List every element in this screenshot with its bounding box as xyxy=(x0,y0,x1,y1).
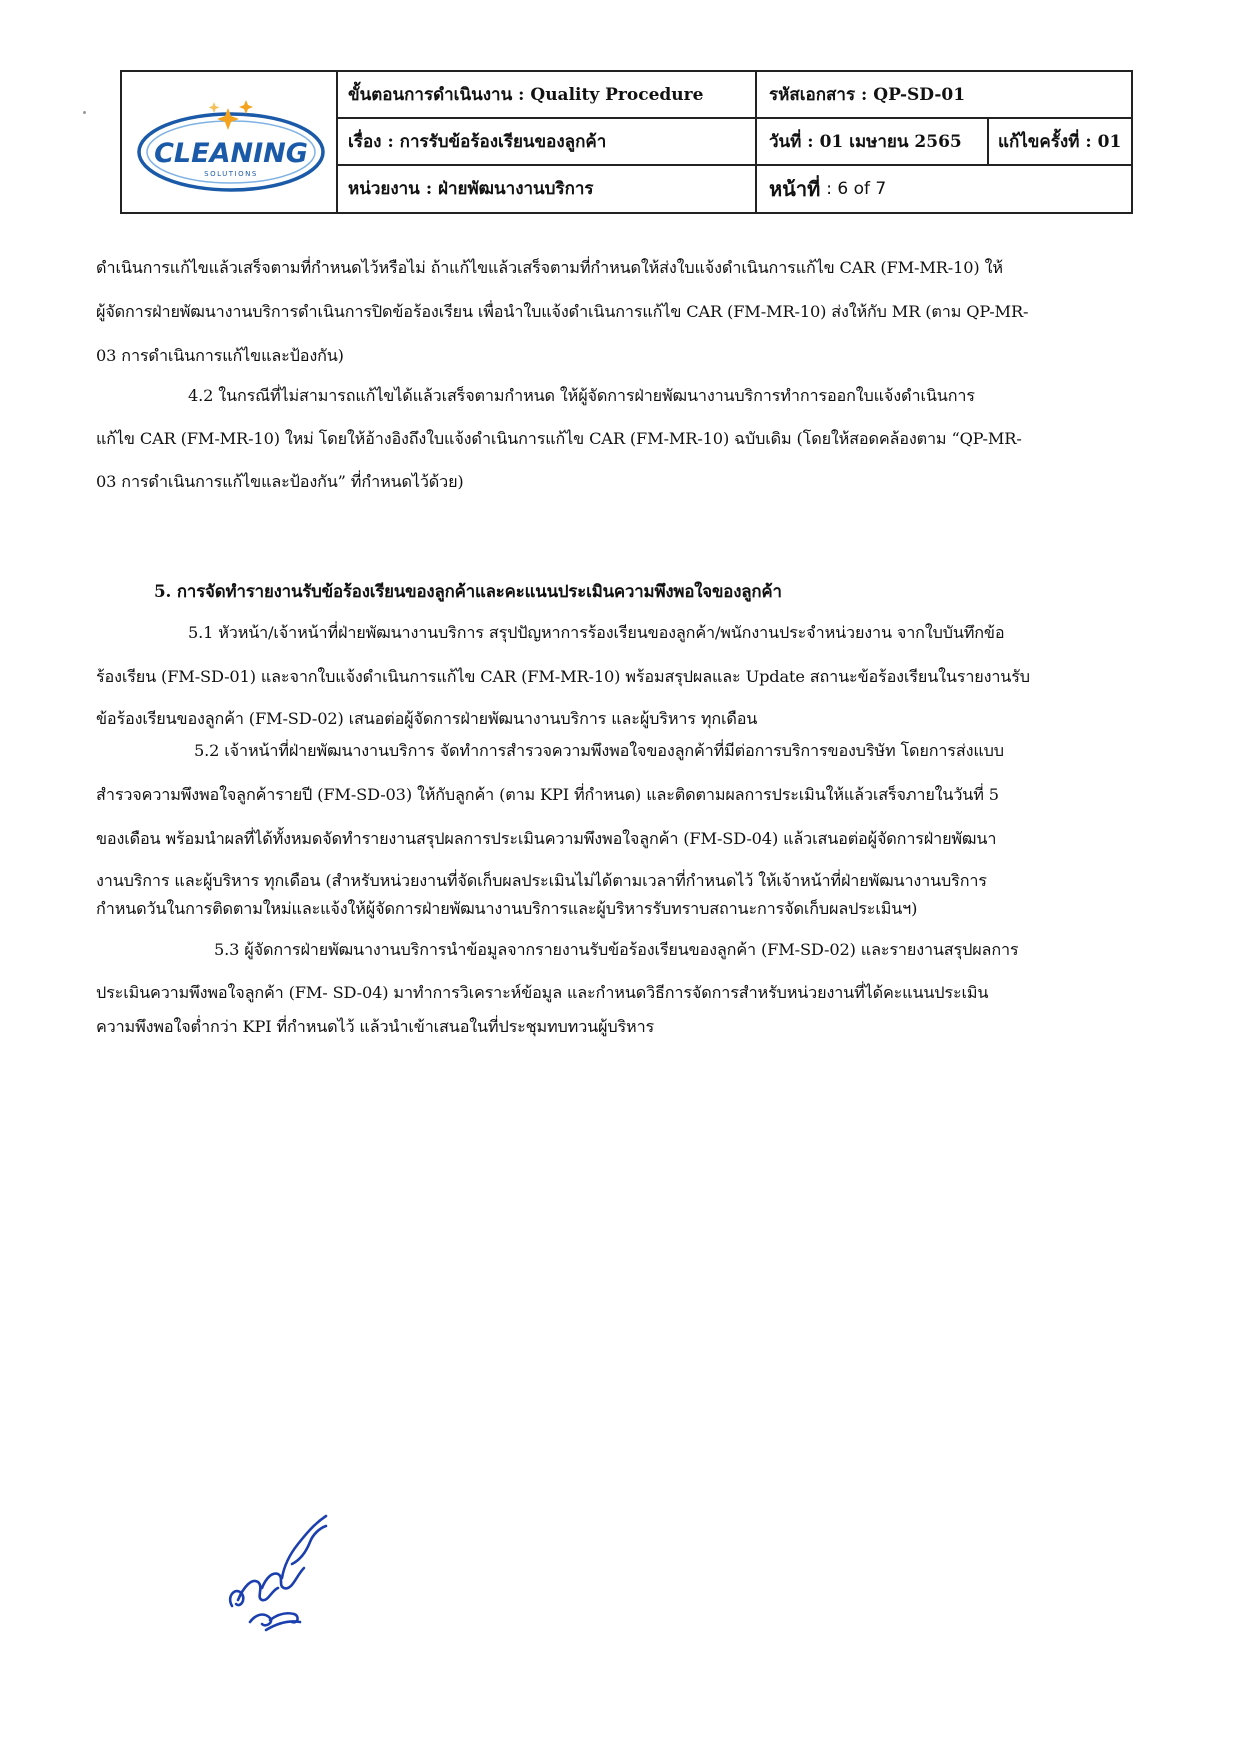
paragraph-line: 03 การดำเนินการแก้ไขและป้องกัน” ที่กำหนดไว้ด้วย) xyxy=(96,472,464,491)
doc-code-cell: รหัสเอกสาร : QP-SD-01 xyxy=(769,84,966,105)
signature-icon xyxy=(222,1488,352,1638)
paragraph-line: ดำเนินการแก้ไขแล้วเสร็จตามที่กำหนดไว้หรือไม่ ถ้าแก้ไขแล้วเสร็จตามที่กำหนดให้ส่งใบแจ้งดำเนินการแก้ไข CAR (FM-MR-10) ให้ xyxy=(96,258,1003,277)
svg-text:SOLUTIONS: SOLUTIONS xyxy=(204,170,258,178)
paragraph-line: ประเมินความพึงพอใจลูกค้า (FM- SD-04) มาทำการวิเคราะห์ข้อมูล และกำหนดวิธีการจัดการสำหรับหน่วยงานที่ได้คะแนนประเมิน xyxy=(96,983,989,1002)
paragraph-line: งานบริการ และผู้บริหาร ทุกเดือน (สำหรับหน่วยงานที่จัดเก็บผลประเมินไม่ได้ตามเวลาที่กำหนดไว้ ให้เจ้าหน้าที่ฝ่ายพัฒนางานบริการ xyxy=(96,871,987,890)
paragraph-line: 5.3 ผู้จัดการฝ่ายพัฒนางานบริการนำข้อมูลจากรายงานรับข้อร้องเรียนของลูกค้า (FM-SD-02) และรายงานสรุปผลการ xyxy=(214,940,1019,959)
paragraph-line: กำหนดวันในการติดตามใหม่และแจ้งให้ผู้จัดการฝ่ายพัฒนางานบริการและผู้บริหารรับทราบสถานะการจัดเก็บผลประเมินฯ) xyxy=(96,899,918,918)
scan-speck xyxy=(83,111,86,114)
section-heading: 5. การจัดทำรายงานรับข้อร้องเรียนของลูกค้าและคะแนนประเมินความพึงพอใจของลูกค้า xyxy=(154,581,782,601)
subject-cell: เรื่อง : การรับข้อร้องเรียนของลูกค้า xyxy=(348,132,607,152)
paragraph-line: 5.2 เจ้าหน้าที่ฝ่ายพัฒนางานบริการ จัดทำการสำรวจความพึงพอใจของลูกค้าที่มีต่อการบริการของบริษัท โดยการส่งแบบ xyxy=(194,741,1004,760)
cleaning-logo-icon xyxy=(128,90,333,198)
page-number-cell: หน้าที่ : 6 of 7 xyxy=(769,176,887,201)
paragraph-line: 03 การดำเนินการแก้ไขและป้องกัน) xyxy=(96,346,344,365)
revision-cell: แก้ไขครั้งที่ : 01 xyxy=(998,131,1122,152)
department-cell: หน่วยงาน : ฝ่ายพัฒนางานบริการ xyxy=(348,179,594,199)
paragraph-line: ผู้จัดการฝ่ายพัฒนางานบริการดำเนินการปิดข้อร้องเรียน เพื่อนำใบแจ้งดำเนินการแก้ไข CAR (FM-MR-10) ส่งให้กับ MR (ตาม QP-MR- xyxy=(96,302,1029,321)
paragraph-line: สำรวจความพึงพอใจลูกค้ารายปี (FM-SD-03) ให้กับลูกค้า (ตาม KPI ที่กำหนด) และติดตามผลการประเมินให้แล้วเสร็จภายในวันที่ 5 xyxy=(96,785,999,804)
paragraph-line: ข้อร้องเรียนของลูกค้า (FM-SD-02) เสนอต่อผู้จัดการฝ่ายพัฒนางานบริการ และผู้บริหาร ทุกเดือน xyxy=(96,709,758,728)
svg-text:CLEANING: CLEANING xyxy=(154,138,308,169)
date-cell: วันที่ : 01 เมษายน 2565 xyxy=(769,132,962,152)
paragraph-line: 5.1 หัวหน้า/เจ้าหน้าที่ฝ่ายพัฒนางานบริการ สรุปปัญหาการร้องเรียนของลูกค้า/พนักงานประจำหน่วยงาน จากใบบันทึกข้อ xyxy=(188,623,1005,642)
paragraph-line: ร้องเรียน (FM-SD-01) และจากใบแจ้งดำเนินการแก้ไข CAR (FM-MR-10) พร้อมสรุปผลและ Update สถานะข้อร้องเรียนในรายงานรับ xyxy=(96,667,1030,686)
paragraph-line: ของเดือน พร้อมนำผลที่ได้ทั้งหมดจัดทำรายงานสรุปผลการประเมินความพึงพอใจลูกค้า (FM-SD-04) แล้วเสนอต่อผู้จัดการฝ่ายพัฒนา xyxy=(96,829,997,848)
paragraph-line: แก้ไข CAR (FM-MR-10) ใหม่ โดยให้อ้างอิงถึงใบแจ้งดำเนินการแก้ไข CAR (FM-MR-10) ฉบับเดิม (โดยให้สอดคล้องตาม “QP-MR- xyxy=(96,429,1022,448)
procedure-cell: ขั้นตอนการดำเนินงาน : Quality Procedure xyxy=(348,84,704,105)
paragraph-line: 4.2 ในกรณีที่ไม่สามารถแก้ไขได้แล้วเสร็จตามกำหนด ให้ผู้จัดการฝ่ายพัฒนางานบริการทำการออกใบแจ้งดำเนินการ xyxy=(188,386,975,405)
document-header-table xyxy=(120,70,1133,214)
paragraph-line: ความพึงพอใจต่ำกว่า KPI ที่กำหนดไว้ แล้วนำเข้าเสนอในที่ประชุมทบทวนผู้บริหาร xyxy=(96,1017,655,1036)
